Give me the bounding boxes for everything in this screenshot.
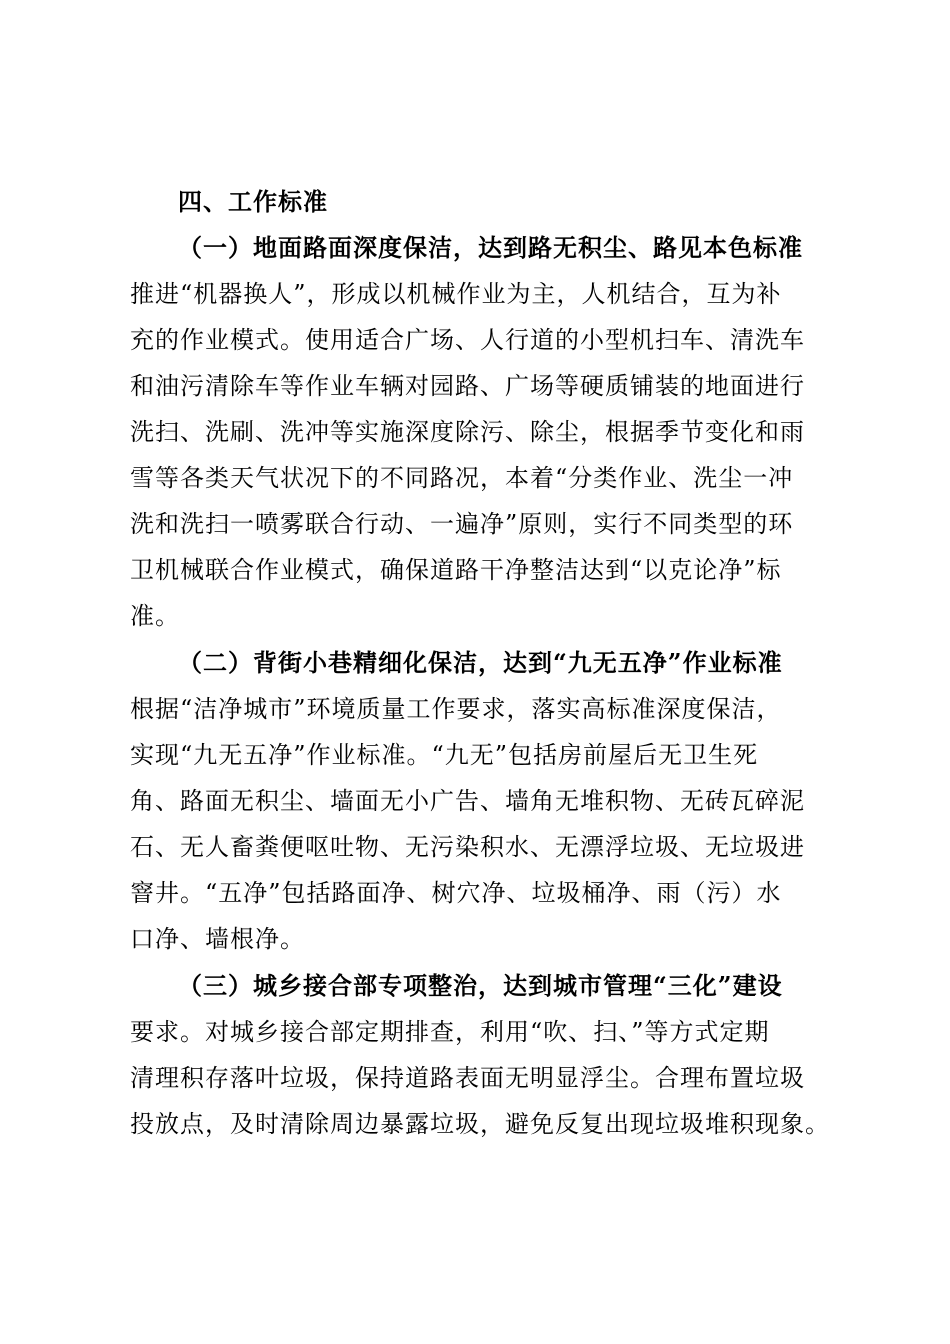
paragraph-3 xyxy=(130,963,835,1147)
paragraph-line: 石、无人畜粪便呕吐物、无污染积水、无漂浮垃圾、无垃圾进 xyxy=(130,833,805,861)
paragraph-line: 洗和洗扫一喷雾联合行动、一遍净”原则，实行不同类型的环 xyxy=(130,510,794,538)
paragraph-line: 角、路面无积尘、墙面无小广告、墙角无堆积物、无砖瓦碎泥 xyxy=(130,787,805,815)
paragraph-line xyxy=(130,225,835,271)
paragraph-line: 雪等各类天气状况下的不同路况，本着“分类作业、洗尘一冲 xyxy=(130,464,794,492)
paragraph-line: 投放点，及时清除周边暴露垃圾，避免反复出现垃圾堆积现象。 xyxy=(130,1110,830,1138)
paragraph-lead: （三）城乡接合部专项整治，达到城市管理“三化”建设 xyxy=(178,971,783,1000)
paragraph-line xyxy=(130,640,835,686)
paragraph-line: 实现“九无五净”作业标准。“九无”包括房前屋后无卫生死 xyxy=(130,741,759,769)
paragraph-line: 洗扫、洗刷、洗冲等实施深度除污、除尘，根据季节变化和雨 xyxy=(130,418,805,446)
paragraph-line: 和油污清除车等作业车辆对园路、广场等硬质铺装的地面进行 xyxy=(130,372,805,400)
paragraph-lead: （二）背街小巷精细化保洁，达到“九无五净”作业标准 xyxy=(178,648,783,677)
paragraph-line: 推进“机器换人”，形成以机械作业为主，人机结合，互为补 xyxy=(130,280,782,308)
paragraph-lead: （一）地面路面深度保洁，达到路无积尘、路见本色标准 xyxy=(178,233,803,262)
paragraph-line: 要求。对城乡接合部定期排查，利用“吹、扫、”等方式定期 xyxy=(130,1018,770,1046)
paragraph-line xyxy=(130,963,835,1009)
paragraph-line: 口净、墙根净。 xyxy=(130,925,305,953)
paragraph-line: 准。 xyxy=(130,602,180,630)
paragraph-line: 窨井。“五净”包括路面净、树穴净、垃圾桶净、雨（污）水 xyxy=(130,879,782,907)
section-heading: 四、工作标准 xyxy=(178,187,328,216)
paragraph-line: 充的作业模式。使用适合广场、人行道的小型机扫车、清洗车 xyxy=(130,326,805,354)
paragraph-2 xyxy=(130,640,835,962)
paragraph-1 xyxy=(130,225,835,639)
paragraph-line: 卫机械联合作业模式，确保道路干净整洁达到“以克论净”标 xyxy=(130,556,782,584)
paragraph-line: 根据“洁净城市”环境质量工作要求，落实高标准深度保洁， xyxy=(130,695,782,723)
paragraph-line: 清理积存落叶垃圾，保持道路表面无明显浮尘。合理布置垃圾 xyxy=(130,1064,805,1092)
